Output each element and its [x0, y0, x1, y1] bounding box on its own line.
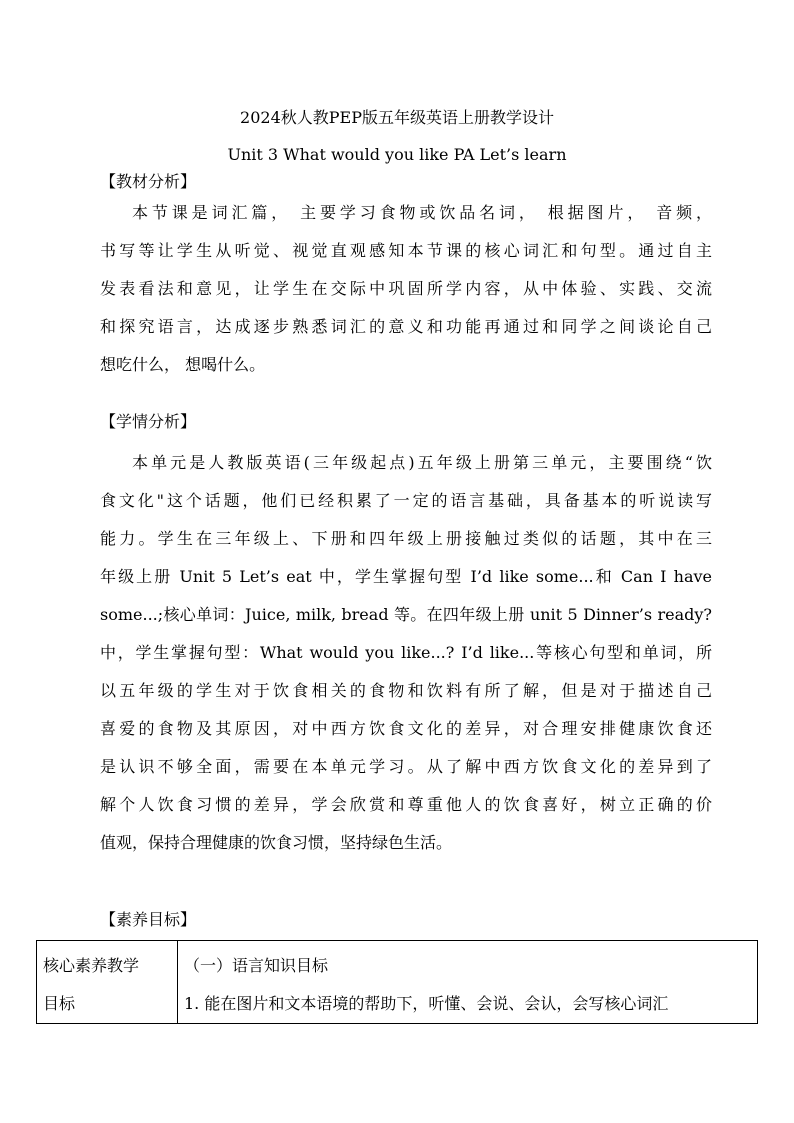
table-label-line: 目标	[43, 994, 76, 1013]
paragraph-line: 喜爱的食物及其原因，对中西方饮食文化的差异，对合理安排健康饮食还	[100, 719, 712, 738]
table-row	[37, 941, 758, 1024]
paragraph-line: 本节课是词汇篇， 主要学习食物或饮品名词， 根据图片， 音频，	[132, 203, 712, 222]
section-heading-learner-analysis: 【学情分析】	[100, 412, 197, 431]
paragraph-line: 是认识不够全面，需要在本单元学习。从了解中西方饮食文化的差异到了	[100, 757, 712, 776]
paragraph-line: 以五年级的学生对于饮食相关的食物和饮料有所了解，但是对于描述自己	[100, 681, 712, 700]
paragraph-line: 值观，保持合理健康的饮食习惯，坚持绿色生活。	[100, 833, 453, 852]
paragraph-line: 中，学生掌握句型：What would you like...? I’d like...等核心句型和单词，所	[100, 643, 712, 662]
document-title: 2024秋人教PEP版五年级英语上册教学设计	[240, 108, 554, 127]
paragraph-line: 能力。学生在三年级上、下册和四年级上册接触过类似的话题，其中在三	[100, 529, 712, 548]
paragraph-line: 年级上册 Unit 5 Let’s eat 中，学生掌握句型 I’d like some...和 Can I have	[100, 567, 712, 586]
literacy-goals-table	[36, 940, 758, 1024]
paragraph-line: some...;核心单词：Juice, milk, bread 等。在四年级上册 unit 5 Dinner’s ready?	[100, 605, 712, 624]
table-label-line: 核心素养教学	[43, 956, 140, 975]
paragraph-line: 想吃什么， 想喝什么。	[100, 355, 266, 374]
table-content-line: 1. 能在图片和文本语境的帮助下，听懂、会说、会认，会写核心词汇	[184, 994, 669, 1013]
paragraph-line: 书写等让学生从听觉、视觉直观感知本节课的核心词汇和句型。通过自主	[100, 241, 712, 260]
paragraph-line: 解个人饮食习惯的差异，学会欣赏和尊重他人的饮食喜好，树立正确的价	[100, 795, 712, 814]
material-analysis-paragraph	[100, 194, 712, 384]
section-heading-material-analysis: 【教材分析】	[100, 172, 197, 191]
paragraph-line: 发表看法和意见，让学生在交际中巩固所学内容，从中体验、实践、交流	[100, 279, 712, 298]
table-label-cell	[37, 941, 178, 1024]
learner-analysis-paragraph	[100, 444, 712, 862]
table-content-line: （一）语言知识目标	[184, 956, 329, 975]
paragraph-line: 本单元是人教版英语(三年级起点)五年级上册第三单元，主要围绕“饮	[132, 453, 712, 472]
section-heading-literacy-goals: 【素养目标】	[100, 910, 197, 929]
paragraph-line: 和探究语言，达成逐步熟悉词汇的意义和功能再通过和同学之间谈论自己	[100, 317, 712, 336]
paragraph-line: 食文化"这个话题，他们已经积累了一定的语言基础，具备基本的听说读写	[100, 491, 712, 510]
table-content-cell	[178, 941, 758, 1024]
document-subtitle: Unit 3 What would you like PA Let’s learn	[227, 145, 567, 164]
